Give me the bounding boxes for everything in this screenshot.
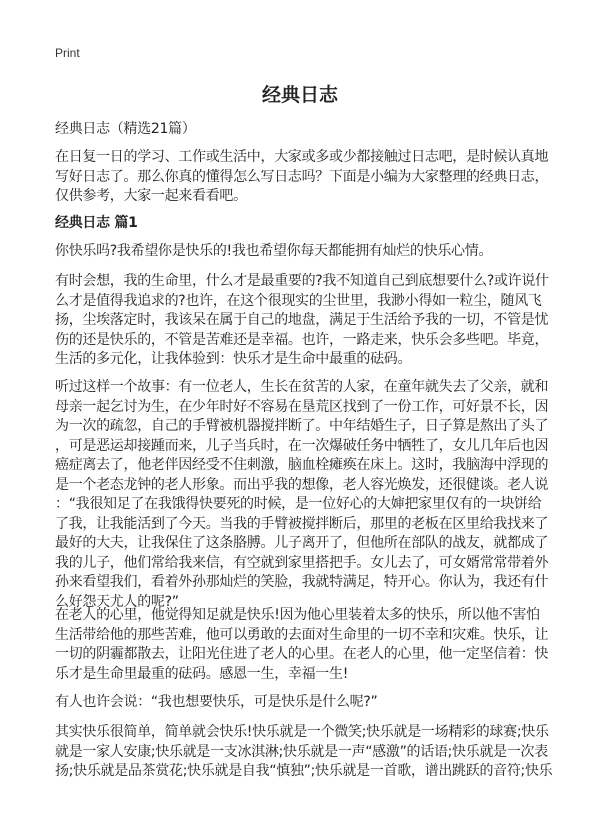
text-line: 一切的阴霾都散去，让阳光住进了老人的心里。在老人的心里，他一定坚信着：快 [55, 646, 549, 662]
paragraph [55, 272, 549, 370]
text-line: 是一个老态龙钟的老人形象。而出乎我的想像，老人容光焕发，还很健谈。老人说 [55, 476, 549, 493]
text-line: ，可是恶运却接踵而来，儿子当兵时，在一次爆破任务中牺牲了，女儿几年后也因 [55, 437, 549, 454]
text-line: 了我，让我能活到了今天。当我的手臂被搅拌断后，那里的老板在区里给我找来了 [55, 515, 549, 532]
paragraph [55, 242, 492, 262]
text-line: 为一次的疏忽，自己的手臂被机器搅拌断了。中年结婚生子，日子算是熬出了头了 [55, 418, 549, 434]
text-line: 我的儿子，他们常给我来信，有空就到家里搭把手。女儿去了，可女婿常常带着外 [55, 554, 549, 571]
text-line: 扬;快乐就是品茶赏花;快乐就是自我“慎独”;快乐就是一首歌，谱出跳跃的音符;快乐 [55, 763, 553, 779]
text-line: 扬，尘埃落定时，我该呆在属于自己的地盘，满足于生活给予我的一切，不管是忧 [55, 312, 549, 328]
document-title: 经典日志 [261, 84, 338, 106]
text-line: 其实快乐很简单，简单就会快乐!快乐就是一个微笑;快乐就是一场精彩的球赛;快乐 [55, 724, 549, 740]
document-subtitle: 经典日志（精选21篇） [55, 121, 196, 137]
text-line: 就是一家人安康;快乐就是一支冰淇淋;快乐就是一声“感激”的话语;快乐就是一次表 [55, 743, 548, 760]
text-line: 母亲一起乞讨为生，在少年时好不容易在垦荒区找到了一份工作，可好景不长，因 [55, 398, 549, 415]
paragraph [55, 606, 548, 684]
section-heading: 经典日志 篇1 [55, 215, 138, 231]
text-line: 癌症离去了，他老伴因经受不住刺激，脑血栓瘫痪在床上。这时，我脑海中浮现的 [55, 457, 549, 473]
text-line: 么才是值得我追求的?也许，在这个很现实的尘世里，我渺小得如一粒尘，随风飞 [55, 292, 542, 309]
text-line: 听过这样一个故事：有一位老人，生长在贫苦的人家，在童年就失去了父亲，就和 [55, 379, 549, 395]
text-line: 生活带给他的那些苦难，他可以勇敢的去面对生命里的一切不幸和灾难。快乐，让 [55, 626, 549, 643]
text-line: 乐才是生命里最重的砝码。感恩一生，幸福一生! [55, 665, 349, 682]
text-line: 在老人的心里，他觉得知足就是快乐!因为他心里装着太多的快乐，所以他不害怕 [55, 607, 540, 623]
text-line: 伤的还是快乐的，不管是苦难还是幸福。也许，一路走来，快乐会多些吧。毕竟， [55, 331, 549, 348]
text-line: 最好的大夫，让我保住了这条胳膊。儿子离开了，但他所在部队的战友，就都成了 [55, 535, 549, 551]
text-line: 你快乐吗?我希望你是快乐的!我也希望你每天都能拥有灿烂的快乐心情。 [55, 243, 493, 259]
text-line: 在日复一日的学习、工作或生活中，大家或多或少都接触过日志吧，是时候认真地 [55, 149, 549, 165]
text-line: 写好日志了。那么你真的懂得怎么写日志吗？下面是小编为大家整理的经典日志， [55, 168, 549, 185]
paragraph [55, 693, 377, 713]
text-line: 生活的多元化，让我体验到：快乐才是生命中最重的砝码。 [55, 351, 412, 367]
text-line: ：“我很知足了在我饿得快要死的时候，是一位好心的大婶把家里仅有的一块饼给 [55, 496, 542, 512]
intro-paragraph [55, 148, 548, 207]
paragraph [55, 378, 548, 612]
text-line: 孙来看望我们，看着外孙那灿烂的笑脸，我就特满足，特开心。你认为，我还有什 [55, 574, 549, 590]
text-line: 么好怨天尤人的呢?” [55, 593, 179, 610]
text-line: 仅供参考，大家一起来看看吧。 [55, 188, 247, 204]
print-link[interactable]: Print [55, 46, 80, 60]
text-line: 有时会想，我的生命里，什么才是最重要的?我不知道自己到底想要什么?或许说什 [55, 273, 549, 289]
text-line: 有人也许会说：“我也想要快乐，可是快乐是什么呢?” [55, 694, 378, 710]
paragraph [55, 723, 552, 782]
